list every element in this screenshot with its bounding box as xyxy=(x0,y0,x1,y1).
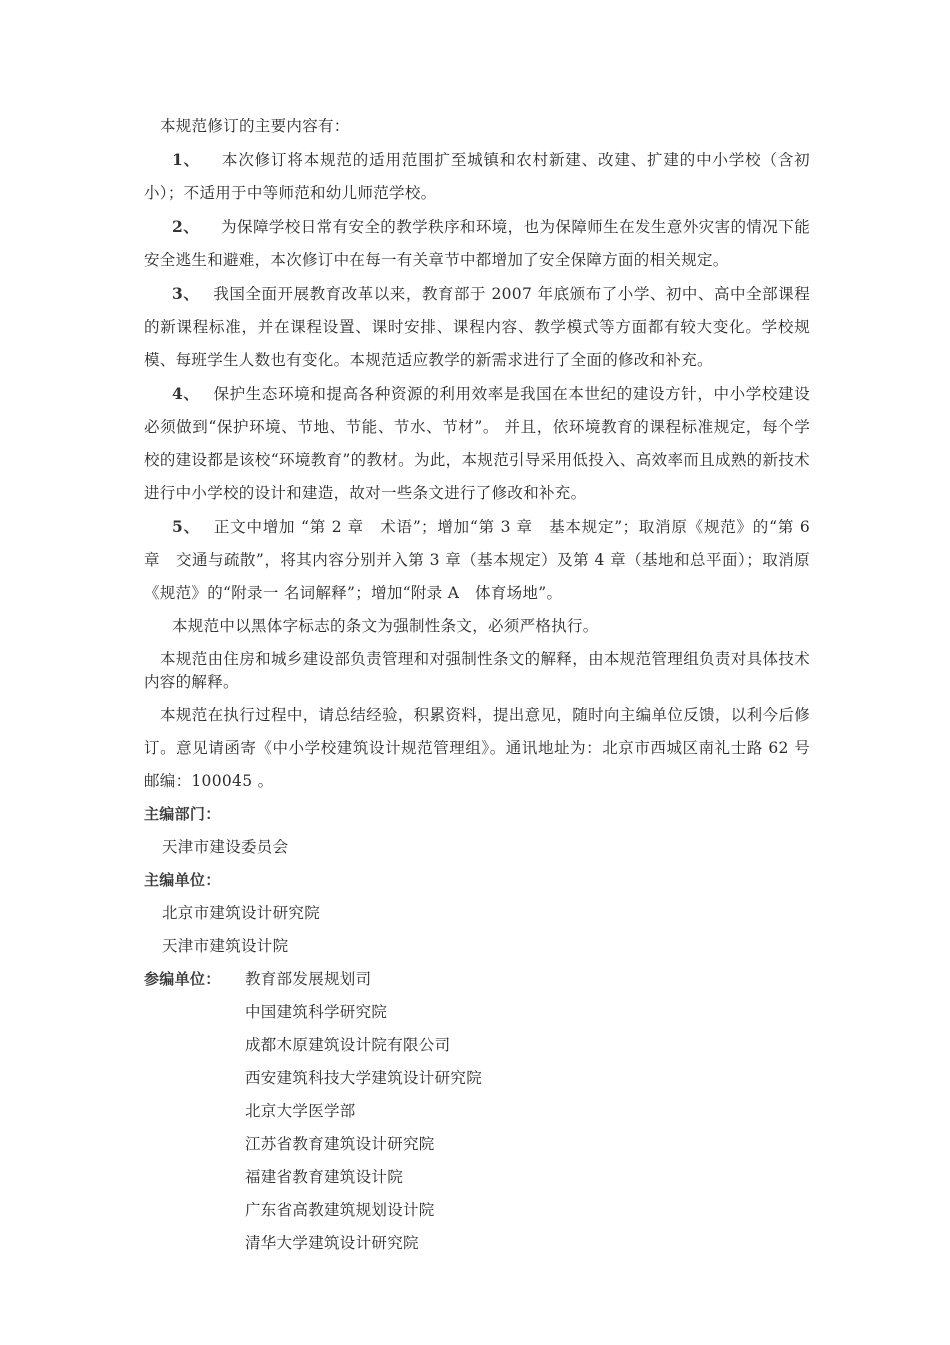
item-number: 5、 xyxy=(172,517,200,536)
chief-units-label: 主编单位： xyxy=(144,871,221,889)
participating-unit: 中国建筑科学研究院 xyxy=(245,1003,388,1021)
chief-unit: 天津市建筑设计院 xyxy=(162,937,289,955)
participating-unit: 福建省教育建筑设计院 xyxy=(245,1168,404,1186)
item-number: 2、 xyxy=(172,217,200,236)
revision-item-1 xyxy=(144,143,810,210)
chief-dept-label: 主编部门： xyxy=(144,805,221,823)
management-note: 本规范由住房和城乡建设部负责管理和对强制性条文的解释，由本规范管理组负责对具体技术内容的解释。 xyxy=(144,650,810,691)
item-text: 保护生态环境和提高各种资源的利用效率是我国在本世纪的建设方针，中小学校建设必须做到“保护环境、节地、节能、节水、节材”。 并且，依环境教育的课程标准规定，每个学校的建设都是该校“环境教育”的教材。为此，本规范引导采用低投入、高效率而且成熟的新技术进行中小学校的设计和建造，故对一些条文进行了修改和补充。 xyxy=(144,385,810,502)
participating-list xyxy=(245,963,482,1260)
participating-units xyxy=(144,963,810,1260)
item-text: 本次修订将本规范的适用范围扩至城镇和农村新建、改建、扩建的中小学校（含初小）；不适用于中等师范和幼儿师范学校。 xyxy=(144,151,810,202)
participating-label: 参编单位： xyxy=(144,970,221,988)
item-number: 3、 xyxy=(172,284,200,303)
document-page xyxy=(144,110,826,1260)
revision-item-2 xyxy=(144,210,810,277)
intro-paragraph: 本规范修订的主要内容有： xyxy=(160,117,350,135)
item-text: 我国全面开展教育改革以来，教育部于 2007 年底颁布了小学、初中、高中全部课程的新课程标准，并在课程设置、课时安排、课程内容、教学模式等方面都有较大变化。学校规模、每班学生人数也有变化。本规范适应教学的新需求进行了全面的修改和补充。 xyxy=(144,285,810,369)
item-number: 1、 xyxy=(172,150,200,169)
participating-unit: 广东省高教建筑规划设计院 xyxy=(245,1201,435,1219)
participating-unit: 江苏省教育建筑设计研究院 xyxy=(245,1135,435,1153)
item-number: 4、 xyxy=(172,384,200,403)
revision-item-4 xyxy=(144,377,810,510)
chief-dept-unit: 天津市建设委员会 xyxy=(162,838,289,856)
participating-unit: 成都木原建筑设计院有限公司 xyxy=(245,1036,451,1054)
revision-item-5 xyxy=(144,510,810,610)
item-text: 正文中增加 “第 2 章 术语”；增加“第 3 章 基本规定”；取消原《规范》的“第 6 章 交通与疏散”，将其内容分别并入第 3 章（基本规定）及第 4 章（基地和总平面）；取消原《规范》的“附录一 名词解释”；增加“附录 A 体育场地”。 xyxy=(144,518,810,602)
participating-unit: 北京大学医学部 xyxy=(245,1102,356,1120)
mandatory-note: 本规范中以黑体字标志的条文为强制性条文，必须严格执行。 xyxy=(172,617,599,635)
participating-unit: 清华大学建筑设计研究院 xyxy=(245,1234,419,1252)
participating-unit: 西安建筑科技大学建筑设计研究院 xyxy=(245,1069,483,1087)
item-text: 为保障学校日常有安全的教学秩序和环境，也为保障师生在发生意外灾害的情况下能安全逃生和避难，本次修订中在每一有关章节中都增加了安全保障方面的相关规定。 xyxy=(144,218,810,269)
chief-unit: 北京市建筑设计研究院 xyxy=(162,904,321,922)
feedback-note: 本规范在执行过程中，请总结经验，积累资料，提出意见，随时向主编单位反馈，以利今后修订。意见请函寄《中小学校建筑设计规范管理组》。通讯地址为：北京市西城区南礼士路 62 号 邮编：100045 。 xyxy=(144,706,826,790)
revision-item-3 xyxy=(144,277,810,377)
participating-unit: 教育部发展规划司 xyxy=(245,970,372,988)
